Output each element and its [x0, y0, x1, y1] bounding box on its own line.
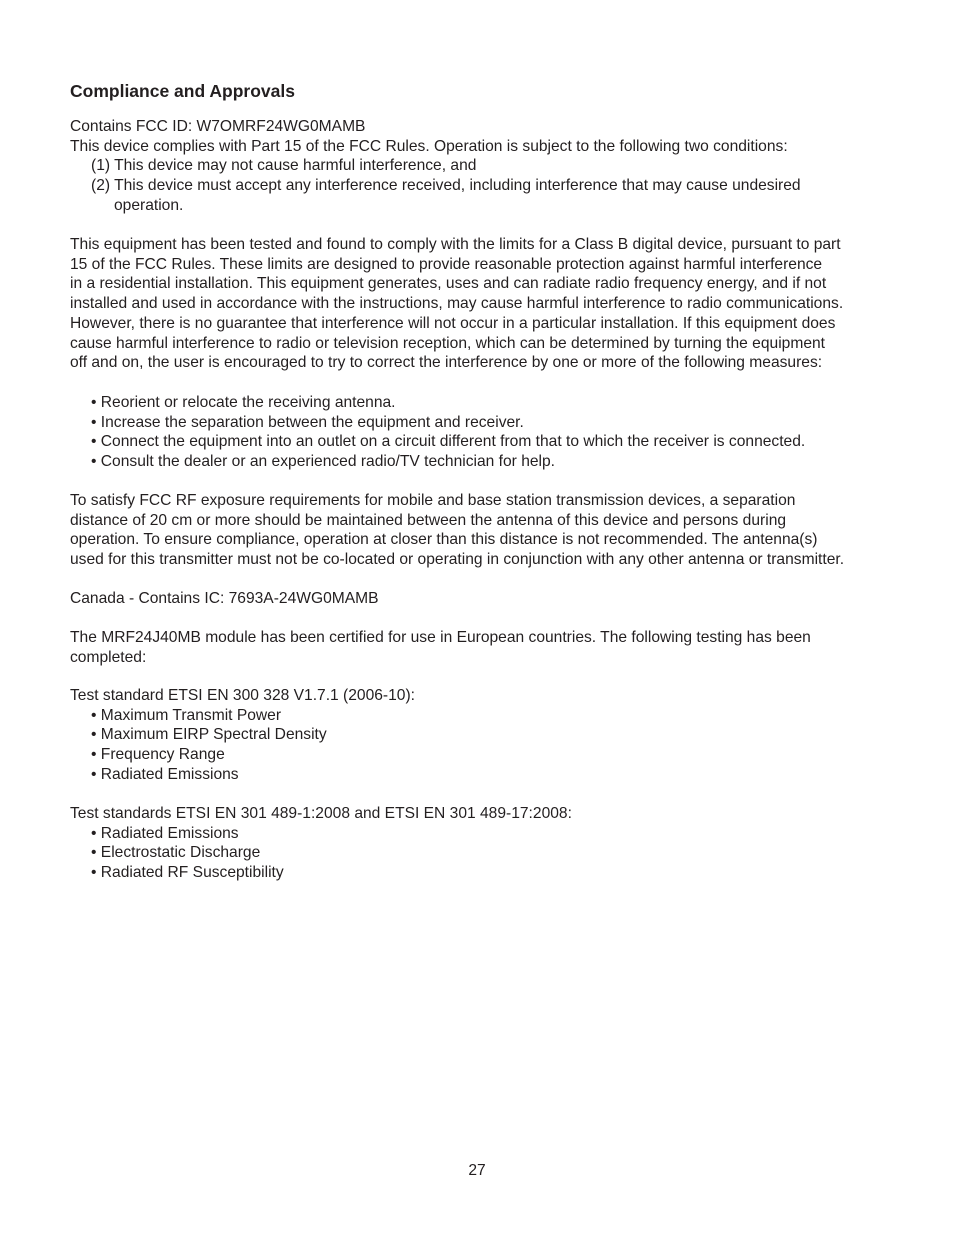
measures-list — [70, 393, 805, 472]
class-b-paragraph — [70, 235, 843, 373]
fcc-id-line: Contains FCC ID: W7OMRF24WG0MAMB — [70, 118, 366, 135]
paragraph-line: However, there is no guarantee that interference will not occur in a particular installation. If this equipment does — [70, 314, 836, 332]
paragraph-line: distance of 20 cm or more should be maintained between the antenna of this device and persons during — [70, 511, 787, 529]
list-item: • Consult the dealer or an experienced radio/TV technician for help. — [91, 453, 556, 471]
list-item: • Connect the equipment into an outlet on a circuit different from that to which the receiver is connected. — [91, 433, 806, 451]
paragraph-line: off and on, the user is encouraged to try to correct the interference by one or more of the following measures: — [70, 354, 823, 372]
list-item: • Radiated RF Susceptibility — [91, 864, 284, 882]
fcc-condition-2: (2) This device must accept any interference received, including interference that may cause undesired — [91, 177, 801, 195]
list-item: • Radiated Emissions — [91, 824, 239, 842]
paragraph-line: cause harmful interference to radio or television reception, which can be determined by turning the equipment — [70, 334, 825, 352]
list-item: • Maximum Transmit Power — [91, 706, 282, 724]
list-item: • Electrostatic Discharge — [91, 844, 261, 862]
paragraph-line: 15 of the FCC Rules. These limits are designed to provide reasonable protection against harmful interference — [70, 255, 823, 273]
fcc-part15-statement: This device complies with Part 15 of the FCC Rules. Operation is subject to the following two conditions: — [70, 137, 788, 155]
canada-ic-line — [70, 589, 379, 609]
list-item: • Reorient or relocate the receiving antenna. — [91, 394, 396, 411]
etsi-300-section — [70, 686, 415, 785]
document-page — [70, 0, 900, 1235]
paragraph-line: operation. To ensure compliance, operation at closer than this distance is not recommended. The antenna(s) — [70, 531, 818, 549]
canada-ic-text: Canada - Contains IC: 7693A-24WG0MAMB — [70, 590, 379, 607]
paragraph-line: To satisfy FCC RF exposure requirements for mobile and base station transmission devices, a separation — [70, 492, 796, 509]
paragraph-line: completed: — [70, 648, 147, 666]
paragraph-line: The MRF24J40MB module has been certified for use in European countries. The following testing has been — [70, 629, 811, 646]
list-item: • Increase the separation between the equipment and receiver. — [91, 413, 524, 431]
etsi-301-title: Test standards ETSI EN 301 489-1:2008 and ETSI EN 301 489-17:2008: — [70, 805, 572, 822]
rf-exposure-paragraph — [70, 491, 844, 570]
fcc-statement — [70, 117, 801, 216]
fcc-condition-2-continued: operation. — [114, 196, 184, 214]
paragraph-line: installed and used in accordance with the instructions, may cause harmful interference to radio communications. — [70, 295, 844, 313]
paragraph-line: in a residential installation. This equipment generates, uses and can radiate radio frequency energy, and if not — [70, 275, 827, 293]
list-item: • Maximum EIRP Spectral Density — [91, 726, 327, 744]
section-heading: Compliance and Approvals — [70, 81, 295, 101]
list-item: • Frequency Range — [91, 746, 225, 764]
europe-paragraph — [70, 628, 811, 667]
list-item: • Radiated Emissions — [91, 765, 239, 783]
etsi-300-title: Test standard ETSI EN 300 328 V1.7.1 (2006-10): — [70, 687, 415, 704]
paragraph-line: This equipment has been tested and found to comply with the limits for a Class B digital device, pursuant to part — [70, 236, 841, 253]
fcc-condition-1: (1) This device may not cause harmful interference, and — [91, 157, 477, 175]
paragraph-line: used for this transmitter must not be co-located or operating in conjunction with any other antenna or transmitter. — [70, 551, 845, 569]
etsi-301-section — [70, 804, 572, 883]
page-number: 27 — [468, 1162, 486, 1179]
